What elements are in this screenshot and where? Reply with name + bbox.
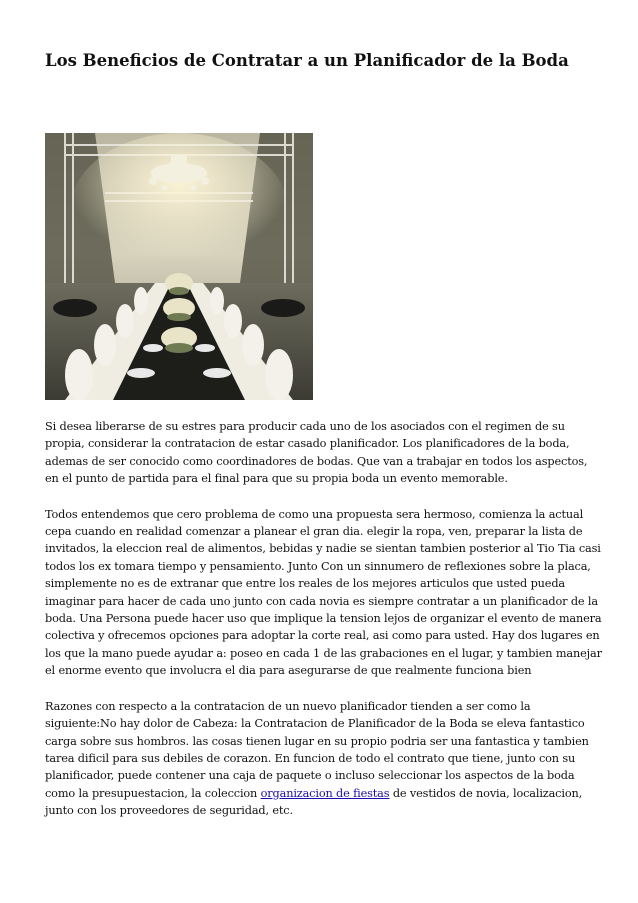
- page-title: Los Beneficios de Contratar a un Planificador de la Boda: [45, 51, 569, 70]
- article-body: [45, 418, 603, 838]
- fiestas-link[interactable]: organizacion de fiestas: [260, 786, 390, 800]
- paragraph-1: Si desea liberarse de su estres para producir cada uno de los asociados con el regimen de su propia, considerar la contratacion de estar casado planificador. Los planificadores de la boda, ademas de ser conocido como coordinadores de bodas. Que van a trabajar en todos los aspectos, en el punto de partida para el final para que su propia boda un evento memorable.: [45, 420, 588, 486]
- paragraph-2: Todos entendemos que cero problema de como una propuesta sera hermoso, comienza la actual cepa cuando en realidad comenzar a planear el gran dia. elegir la ropa, ven, preparar la lista de invitados, la eleccion real de alimentos, bebidas y nadie se sientan tambien posterior al Tio Tia casi todos los ex tomara tiempo y pensamiento. Junto Con un sinnumero de reflexiones sobre la placa, simplemente no es de extranar que entre los reales de los mejores articulos que usted pueda imaginar para hacer de cada uno junto con cada novia es siempre contratar a un planificador de la boda. Una Persona puede hacer uso que implique la tension lejos de organizar el evento de manera colectiva y ofrecemos opciones para adoptar la corte real, asi como para usted. Hay dos lugares en los que la mano puede ayudar a: poseo en cada 1 de las grabaciones en el lugar, y tambien manejar el enorme evento que involucra el dia para asegurarse de que realmente funciona bien: [45, 507, 602, 678]
- wedding-banquet-photo: [45, 133, 313, 400]
- paragraph-3-text-before: Razones con respecto a la contratacion de un nuevo planificador tienden a ser como la siguiente:No hay dolor de Cabeza: la Contratacion de Planificador de la Boda se eleva fantastico carga sobre sus hombros. las cosas tienen lugar en su propio podria ser una fantastica y tambien tarea dificil para sus debiles de corazon. En funcion de todo el contrato que tiene, junto con su planificador, puede contener una caja de paquete o incluso seleccionar los aspectos de la boda como la presupuestacion, la coleccion: [45, 699, 589, 800]
- banquet-illustration: [45, 133, 313, 400]
- paragraph-3-text-after: de vestidos de novia, localizacion, junto con los proveedores de seguridad, etc.: [45, 786, 583, 818]
- paragraph-3: [45, 698, 603, 820]
